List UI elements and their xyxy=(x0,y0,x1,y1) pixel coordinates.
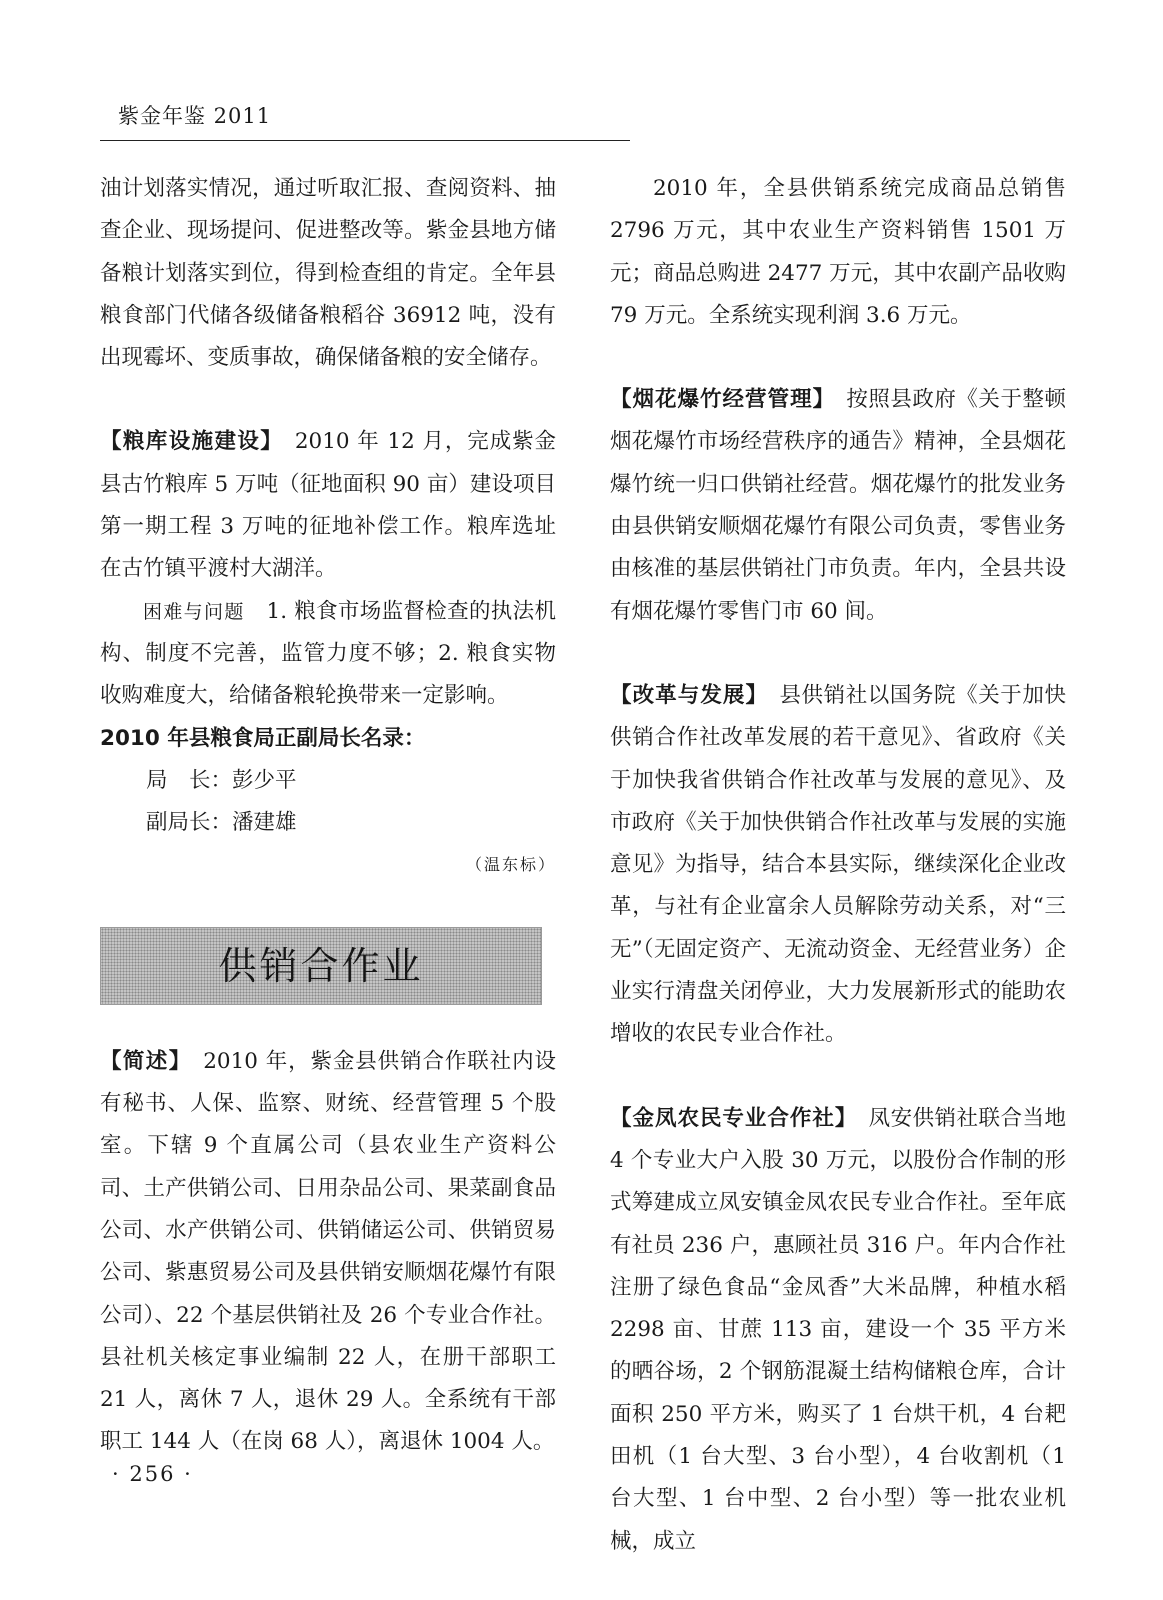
fireworks-heading: 【烟花爆竹经营管理】 xyxy=(610,387,825,413)
overview-heading: 【简述】 xyxy=(100,1048,181,1074)
left-column xyxy=(100,168,556,1464)
coop-text: 凤安供销社联合当地 4 个专业大户入股 30 万元，以股份合作制的形式筹建成立凤安镇金凤农民专业合作社。至年底有社员 236 户，惠顾社员 316 户。年内合作社注册了绿色食品“金凤香”大米品牌，种植水稻 2298 亩、甘蔗 113 亩，建设一个 35 平方米的晒谷场，2 个钢筋混凝土结构储粮仓库，合计面积 250 平方米，购买了 1 台烘干机，4 台耙田机（1 台大型、3 台小型），4 台收割机（1 台大型、1 台中型、2 台小型）等一批农业机械，成立 xyxy=(610,1105,1066,1554)
overview-paragraph xyxy=(100,1041,556,1464)
granary-heading: 【粮库设施建设】 xyxy=(100,429,273,455)
right-column xyxy=(610,168,1066,1563)
granary-paragraph xyxy=(100,421,556,590)
coop-heading: 【金凤农民专业合作社】 xyxy=(610,1105,847,1131)
roster-heading: 2010 年县粮食局正副局长名录： xyxy=(100,725,426,751)
header-rule xyxy=(100,140,630,141)
section-banner xyxy=(100,927,542,1005)
overview-text: 2010 年，紫金县供销合作联社内设有秘书、人保、监察、财统、经营管理 5 个股室。下辖 9 个直属公司（县农业生产资料公司、土产供销公司、日用杂品公司、果菜副食品公司、水产供销公司、供销储运公司、供销贸易公司、紫惠贸易公司及县供销安顺烟花爆竹有限公司）、22 个基层供销社及 26 个专业合作社。县社机关核定事业编制 22 人，在册干部职工 21 人，离休 7 人，退休 29 人。全系统有干部职工 144 人（在岗 68 人），离退休 1004 人。 xyxy=(100,1048,556,1455)
section-title: 供销合作业 xyxy=(218,943,424,988)
reform-heading: 【改革与发展】 xyxy=(610,682,758,708)
coop-paragraph xyxy=(610,1098,1066,1563)
reform-text: 县供销社以国务院《关于加快供销合作社改革发展的若干意见》、省政府《关于加快我省供销合作社改革与发展的意见》、及市政府《关于加快供销合作社改革与发展的实施意见》为指导，结合本县实际，继续深化企业改革，与社有企业富余人员解除劳动关系，对“三无”（无固定资产、无流动资金、无经营业务）企业实行清盘关闭停业，大力发展新形式的能助农增收的农民专业合作社。 xyxy=(610,682,1066,1047)
author-byline: （温东标） xyxy=(465,855,556,875)
storage-paragraph: 油计划落实情况，通过听取汇报、查阅资料、抽查企业、现场提问、促进整改等。紫金县地方储备粮计划落实到位，得到检查组的肯定。全年县粮食部门代储各级储备粮稻谷 36912 吨，没有出现霉坏、变质事故，确保储备粮的安全储存。 xyxy=(100,176,556,371)
director-line: 局 长：彭少平 xyxy=(146,767,297,793)
running-head: 紫金年鉴 2011 xyxy=(118,104,272,128)
reform-paragraph xyxy=(610,675,1066,1056)
sales-paragraph: 2010 年，全县供销系统完成商品总销售 2796 万元，其中农业生产资料销售 1501 万元；商品总购进 2477 万元，其中农副产品收购 79 万元。全系统实现利润 3.6 万元。 xyxy=(610,176,1066,328)
deputy-line: 副局长：潘建雄 xyxy=(146,810,297,836)
problems-heading: 困难与问题 xyxy=(143,600,245,623)
page-number: · 256 · xyxy=(112,1462,193,1486)
problems-paragraph xyxy=(100,591,556,718)
fireworks-text: 按照县政府《关于整顿烟花爆竹市场经营秩序的通告》精神，全县烟花爆竹统一归口供销社经营。烟花爆竹的批发业务由县供销安顺烟花爆竹有限公司负责，零售业务由核准的基层供销社门市负责。年内，全县共设有烟花爆竹零售门市 60 间。 xyxy=(610,387,1066,624)
granary-text: 2010 年 12 月，完成紫金县古竹粮库 5 万吨（征地面积 90 亩）建设项目第一期工程 3 万吨的征地补偿工作。粮库选址在古竹镇平渡村大湖洋。 xyxy=(100,429,556,582)
fireworks-paragraph xyxy=(610,379,1066,633)
problems-text: 1. 粮食市场监督检查的执法机构、制度不完善，监管力度不够；2. 粮食实物收购难度大，给储备粮轮换带来一定影响。 xyxy=(100,598,556,709)
